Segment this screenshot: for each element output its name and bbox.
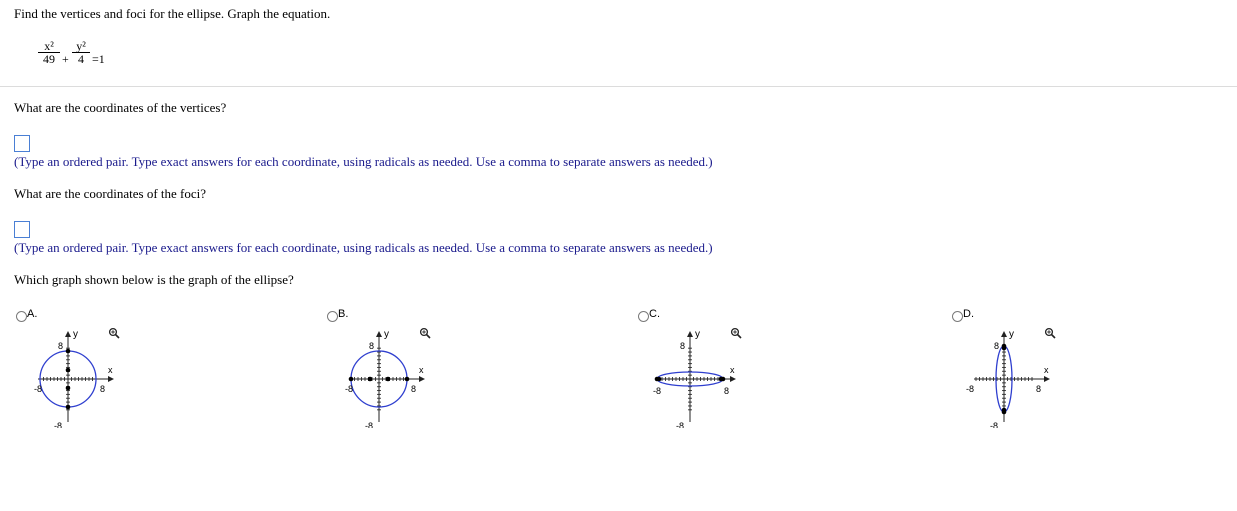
option-b-label: B. <box>338 308 349 320</box>
x-max-label: 8 <box>724 386 730 396</box>
x-max-label: 8 <box>411 384 417 394</box>
x-axis-label: x <box>1044 365 1049 375</box>
y-min-label: -8 <box>365 421 374 428</box>
x-axis-label: x <box>730 365 735 375</box>
x-max-label: 8 <box>1036 384 1042 394</box>
option-c[interactable] <box>638 308 758 428</box>
option-a-label: A. <box>27 308 38 320</box>
option-b-graph <box>327 308 447 428</box>
x-axis-arrow <box>419 376 425 382</box>
term-1-numerator: x² <box>38 40 60 53</box>
foci-hint: (Type an ordered pair. Type exact answers for each coordinate, using radicals as needed. Use a comma to separate answers as needed.) <box>14 240 713 255</box>
x-axis-arrow <box>1044 376 1050 382</box>
vertices-question: What are the coordinates of the vertices? <box>14 100 227 115</box>
y-min-label: -8 <box>54 421 63 428</box>
option-c-label: C. <box>649 308 660 320</box>
y-max-label: 8 <box>369 341 375 351</box>
vertex-point <box>66 349 71 354</box>
y-axis-label: y <box>695 329 700 340</box>
focus-point <box>657 377 662 382</box>
focus-point <box>368 377 373 382</box>
equation-term-2 <box>72 40 90 66</box>
equation-term-1 <box>38 40 60 66</box>
zoom-icon[interactable] <box>419 327 431 339</box>
x-min-label: -8 <box>34 384 43 394</box>
option-d[interactable] <box>952 308 1072 428</box>
vertices-hint: (Type an ordered pair. Type exact answers for each coordinate, using radicals as needed. Use a comma to separate answers as needed.) <box>14 154 713 169</box>
equation-plus: + <box>62 52 69 66</box>
option-a[interactable] <box>16 308 136 428</box>
term-1-denominator: 49 <box>43 52 55 66</box>
x-max-label: 8 <box>100 384 106 394</box>
y-max-label: 8 <box>680 341 686 351</box>
term-2-denominator: 4 <box>78 52 84 66</box>
vertex-point <box>349 377 354 382</box>
term-2-numerator: y² <box>72 40 90 53</box>
x-min-label: -8 <box>966 384 975 394</box>
graph-question: Which graph shown below is the graph of the ellipse? <box>14 272 294 287</box>
focus-point <box>719 377 724 382</box>
focus-point <box>386 377 391 382</box>
y-axis-label: y <box>73 329 78 340</box>
y-min-label: -8 <box>990 421 999 428</box>
focus-point <box>66 368 71 373</box>
option-b[interactable] <box>327 308 447 428</box>
vertex-point <box>405 377 410 382</box>
y-axis-arrow <box>376 331 382 337</box>
y-axis-arrow <box>687 331 693 337</box>
zoom-icon[interactable] <box>108 327 120 339</box>
option-d-label: D. <box>963 308 974 320</box>
divider <box>0 86 1237 87</box>
y-min-label: -8 <box>676 421 685 428</box>
x-axis-label: x <box>419 365 424 375</box>
y-max-label: 8 <box>994 341 1000 351</box>
question-prompt: Find the vertices and foci for the ellipse. Graph the equation. <box>14 6 331 21</box>
option-c-graph <box>638 308 758 428</box>
y-max-label: 8 <box>58 341 64 351</box>
vertices-answer-input[interactable] <box>14 135 30 152</box>
zoom-icon[interactable] <box>1044 327 1056 339</box>
vertex-point <box>66 405 71 410</box>
foci-answer-input[interactable] <box>14 221 30 238</box>
focus-point <box>1002 346 1007 351</box>
zoom-icon[interactable] <box>730 327 742 339</box>
foci-question: What are the coordinates of the foci? <box>14 186 207 201</box>
x-axis-label: x <box>108 365 113 375</box>
y-axis-label: y <box>384 329 389 340</box>
x-axis-arrow <box>108 376 114 382</box>
y-axis-label: y <box>1009 329 1014 340</box>
x-axis-arrow <box>730 376 736 382</box>
y-axis-arrow <box>1001 331 1007 337</box>
equation-rhs: =1 <box>92 52 105 66</box>
x-min-label: -8 <box>653 386 662 396</box>
y-axis-arrow <box>65 331 71 337</box>
option-d-graph <box>952 308 1072 428</box>
option-a-graph <box>16 308 136 428</box>
focus-point <box>66 386 71 391</box>
x-min-label: -8 <box>345 384 354 394</box>
focus-point <box>1002 408 1007 413</box>
